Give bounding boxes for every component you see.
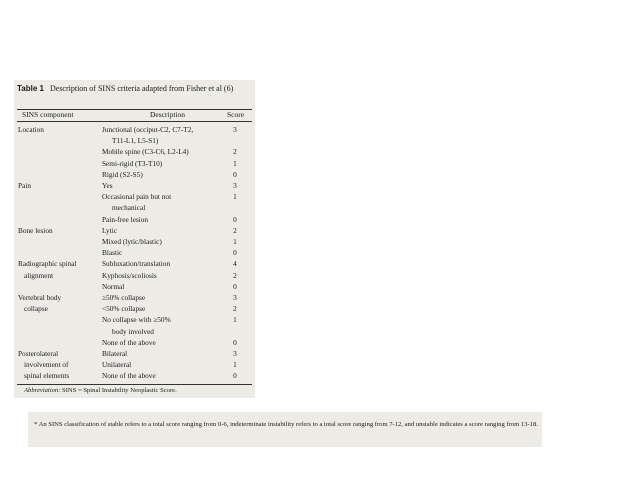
table-caption: [17, 84, 253, 94]
score-cell: 4: [233, 259, 237, 269]
score-cell: 1: [233, 158, 237, 168]
score-cell: 0: [233, 248, 237, 258]
description-cell: Lytic: [102, 225, 117, 235]
description-cell: Subluxation/translation: [102, 259, 171, 269]
component-cell: collapse: [24, 304, 48, 314]
score-cell: 1: [233, 192, 237, 202]
component-cell: Pain: [18, 181, 31, 190]
footnote-text: * An SINS classification of stable refers to a total score ranging from 0-6, indeterminate instability refers to a total score ranging from 7-12, and unstable indicates a score ranging from 13-18.: [34, 421, 538, 428]
score-cell: 2: [233, 225, 237, 235]
abbreviation-text: SINS = Spinal Instability Neoplastic Score.: [60, 387, 177, 394]
description-cell: Mobile spine (C3-C6, L2-L4): [102, 147, 189, 157]
description-cell: None of the above: [102, 337, 156, 347]
abbreviation-label: Abbreviation:: [24, 387, 61, 394]
description-cell: Bilateral: [102, 349, 128, 358]
score-cell: 0: [233, 214, 237, 224]
score-cell: 1: [233, 315, 237, 325]
abbreviation-note: [24, 386, 177, 395]
component-cell: Bone lesion: [18, 225, 53, 235]
description-cell: Normal: [102, 281, 125, 291]
score-cell: 3: [233, 181, 237, 190]
component-cell: Radiographic spinal: [18, 259, 77, 269]
component-cell: Vertebral body: [18, 293, 62, 302]
description-cell: body involved: [112, 326, 154, 336]
description-cell: mechanical: [112, 203, 146, 213]
description-cell: Occasional pain but not: [102, 192, 172, 202]
component-cell: involvement of: [24, 360, 69, 370]
score-cell: 2: [233, 270, 237, 280]
component-cell: Location: [18, 125, 44, 134]
table-caption-text: Description of SINS criteria adapted from Fisher et al (6): [49, 84, 234, 93]
description-cell: Junctional (occiput-C2, C7-T2,: [102, 125, 194, 134]
description-cell: Blastic: [102, 248, 123, 258]
description-cell: <50% collapse: [102, 304, 146, 314]
score-cell: 3: [233, 293, 237, 302]
score-cell: 2: [233, 304, 237, 314]
description-cell: Kyphosis/scoliosis: [102, 270, 157, 280]
table-bottom-rule: [17, 384, 252, 385]
header-description: Description: [150, 110, 185, 119]
description-cell: Semi-rigid (T3-T10): [102, 158, 163, 168]
description-cell: None of the above: [102, 371, 156, 381]
score-cell: 0: [233, 371, 237, 381]
component-cell: spinal elements: [24, 371, 70, 381]
description-cell: No collapse with ≥50%: [102, 315, 171, 325]
table-caption-label: Table 1: [17, 84, 44, 93]
component-cell: alignment: [24, 270, 54, 280]
score-cell: 0: [233, 281, 237, 291]
score-cell: 2: [233, 147, 237, 157]
header-component: SINS component: [22, 110, 74, 119]
footnote-box: [28, 412, 542, 447]
score-cell: 3: [233, 125, 237, 134]
table-header-rule: [17, 121, 252, 122]
score-cell: 3: [233, 349, 237, 358]
description-cell: Yes: [102, 181, 113, 190]
score-cell: 1: [233, 360, 237, 370]
component-cell: Posterolateral: [18, 349, 59, 358]
description-cell: ≥50% collapse: [102, 293, 146, 302]
table-figure: [14, 80, 255, 398]
score-cell: 0: [233, 337, 237, 347]
description-cell: Rigid (S2-S5): [102, 169, 143, 179]
description-cell: Unilateral: [102, 360, 132, 370]
score-cell: 0: [233, 169, 237, 179]
description-cell: Pain-free lesion: [102, 214, 148, 224]
description-cell: T11-L1, L5-S1): [112, 136, 159, 146]
header-score: Score: [227, 110, 245, 119]
score-cell: 1: [233, 237, 237, 246]
description-cell: Mixed (lytic/blastic): [102, 237, 162, 246]
